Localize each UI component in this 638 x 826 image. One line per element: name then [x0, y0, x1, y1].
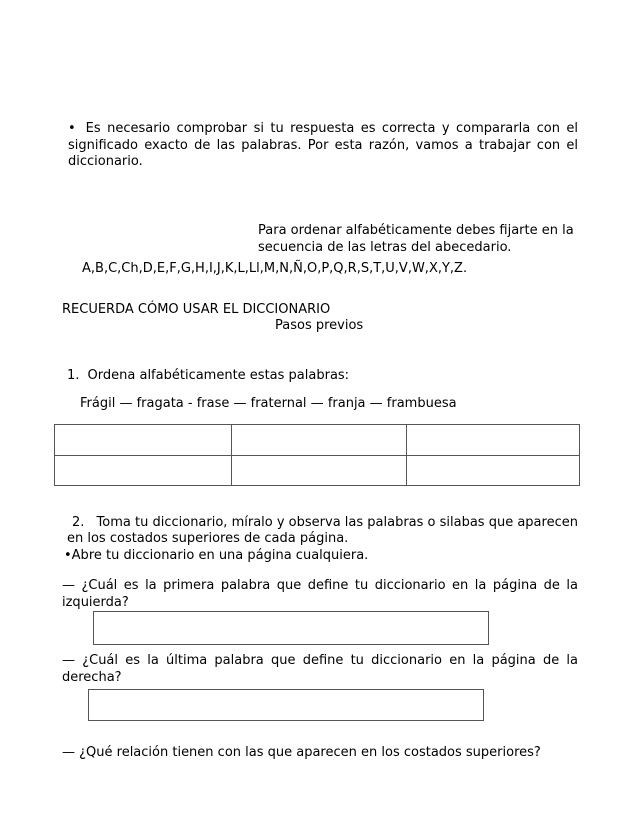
question-first-word: — ¿Cuál es la primera palabra que define tu diccionario en la página de la izquierda? [62, 578, 578, 610]
intro-bullet: • [68, 121, 76, 136]
answer-cell[interactable] [55, 456, 232, 486]
q2-number: 2. [72, 515, 85, 530]
answer-cell[interactable] [407, 456, 580, 486]
intro-text: Es necesario comprobar si tu respuesta es correcta y compararla con el significado exacto de las palabras. Por esta razón, vamos a trabajar con el diccionario. [68, 121, 578, 169]
answer-cell[interactable] [232, 425, 407, 456]
q1-answer-table [54, 424, 580, 486]
q2-text: Toma tu diccionario, míralo y observa las palabras o silabas que aparecen [96, 515, 578, 530]
q2-bullet-line: •Abre tu diccionario en una página cualquiera. [64, 548, 369, 563]
q2-line-2: en los costados superiores de cada página. [67, 531, 349, 546]
question-relation: — ¿Qué relación tienen con las que aparecen en los costados superiores? [62, 745, 541, 760]
answer-cell[interactable] [407, 425, 580, 456]
note-line-1: Para ordenar alfabéticamente debes fijarte en la [258, 223, 574, 238]
question-last-word: — ¿Cuál es la última palabra que define tu diccionario en la página de la derecha? [62, 653, 578, 685]
table-row [55, 425, 580, 456]
q1-line [67, 368, 349, 385]
answer-cell[interactable] [55, 425, 232, 456]
intro-paragraph [68, 121, 578, 171]
alphabet-sequence: A,B,C,Ch,D,E,F,G,H,I,J,K,L,Ll,M,N,Ñ,O,P,Q,R,S,T,U,V,W,X,Y,Z. [82, 261, 468, 276]
section-subtitle: Pasos previos [275, 318, 364, 333]
section-title: RECUERDA CÓMO USAR EL DICCIONARIO [62, 302, 331, 317]
first-word-answer-box[interactable] [93, 611, 489, 645]
last-word-answer-box[interactable] [88, 689, 484, 721]
q2-line-1 [72, 515, 578, 532]
q1-text: Ordena alfabéticamente estas palabras: [87, 368, 350, 383]
answer-cell[interactable] [232, 456, 407, 486]
table-row [55, 456, 580, 486]
q1-number: 1. [67, 368, 80, 383]
q1-words: Frágil — fragata - frase — fraternal — franja — frambuesa [80, 396, 457, 411]
note-line-2: secuencia de las letras del abecedario. [258, 240, 512, 255]
